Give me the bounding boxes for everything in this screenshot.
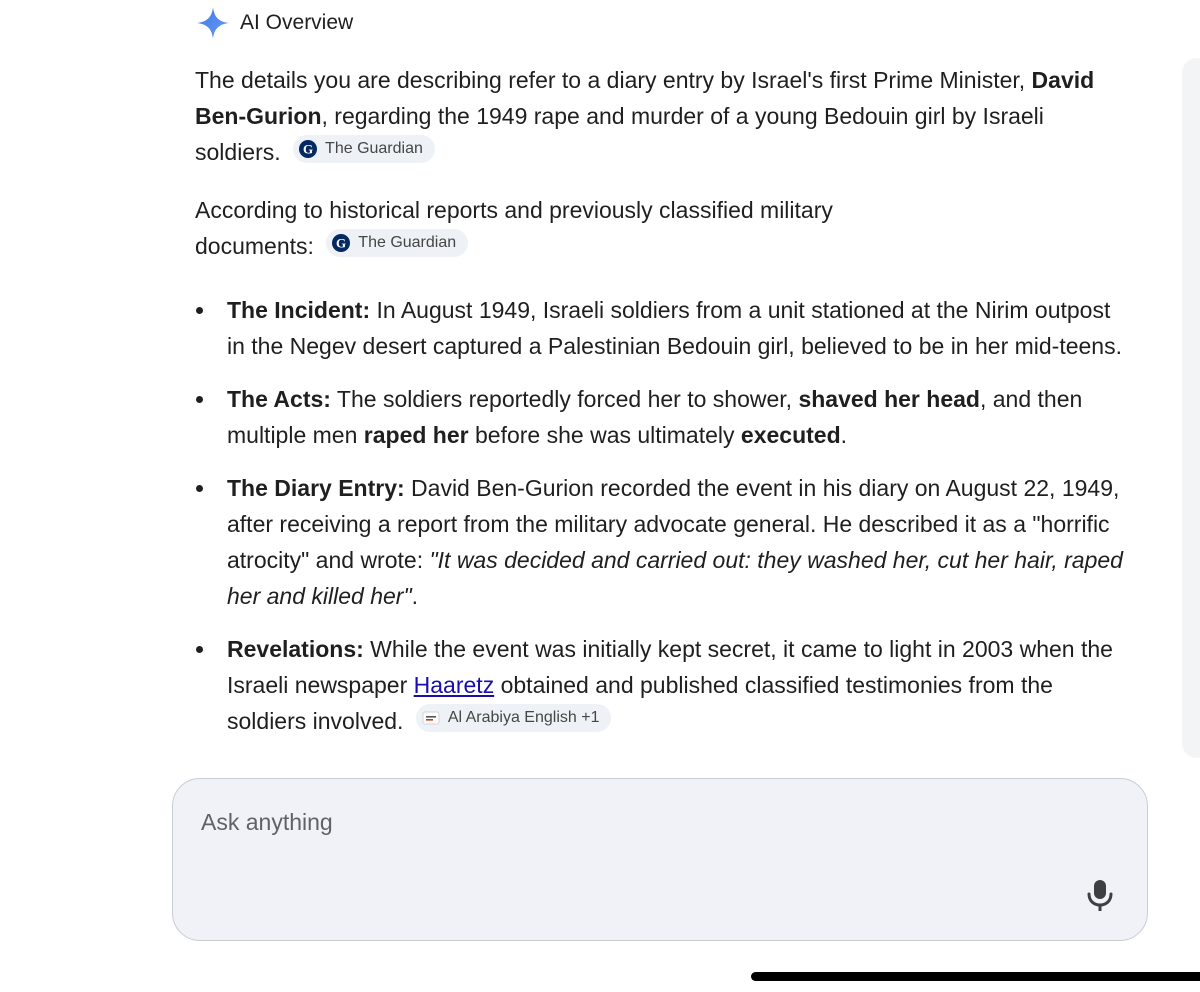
bullet-text: before she was ultimately	[468, 422, 741, 448]
microphone-icon[interactable]	[1085, 878, 1115, 912]
bullet-text: While the event was initially kept secret, it came to light in 2003 when the Israeli newspaper	[227, 636, 1113, 698]
al-arabiya-logo-icon	[422, 709, 440, 727]
facts-list	[195, 292, 1130, 739]
intro-text: The details you are describing refer to a diary entry by Israel's first Prime Minister,	[195, 67, 1032, 93]
guardian-logo-icon	[332, 234, 350, 252]
bullet-dot	[196, 485, 203, 492]
list-item	[195, 631, 1130, 739]
source-chip-guardian[interactable]	[293, 135, 435, 163]
bullet-text: David Ben-Gurion recorded the event in his diary on August 22, 1949, after receiving a report from the military advocate general. He described it as a "horrific atrocity" and wrote:	[227, 475, 1120, 573]
source-chip-label: Al Arabiya English +1	[447, 709, 600, 726]
ai-overview-header	[196, 4, 353, 42]
source-chip-guardian[interactable]	[326, 229, 468, 257]
intro-text-end: , regarding the 1949 rape and murder of a young Bedouin girl by Israeli soldiers.	[195, 103, 1044, 165]
source-chip-label: The Guardian	[358, 234, 457, 251]
bullet-label: The Diary Entry:	[227, 475, 405, 501]
bullet-text: .	[840, 422, 848, 448]
bullet-bold: raped her	[363, 422, 469, 448]
bullet-text: , and then multiple men	[227, 386, 1083, 448]
bullet-dot	[196, 396, 203, 403]
list-item	[195, 292, 1130, 364]
context-text: According to historical reports and previously classified military documents:	[195, 197, 833, 259]
svg-text:G: G	[302, 141, 314, 157]
intro-paragraph	[195, 62, 1130, 170]
bullet-label: The Acts:	[227, 386, 331, 412]
ai-overview-title: AI Overview	[240, 11, 354, 34]
bullet-bold: shaved her head	[798, 386, 980, 412]
bullet-label: Revelations:	[227, 636, 364, 662]
side-panel-edge	[1182, 58, 1200, 758]
bullet-dot	[196, 646, 203, 653]
diary-quote: "It was decided and carried out: they washed her, cut her hair, raped her and killed her"	[227, 547, 1123, 609]
context-paragraph	[195, 192, 895, 264]
bullet-text: obtained and published classified testimonies from the soldiers involved.	[227, 672, 1053, 734]
ask-input-placeholder[interactable]: Ask anything	[201, 809, 333, 835]
overview-content	[195, 62, 1130, 756]
haaretz-link[interactable]: Haaretz	[413, 672, 495, 698]
bullet-text: The soldiers reportedly forced her to shower,	[330, 386, 799, 412]
intro-bold-name: David Ben-Gurion	[195, 67, 1095, 129]
svg-text:G: G	[336, 235, 347, 251]
bullet-label: The Incident:	[227, 297, 371, 323]
source-chip-al-arabiya[interactable]	[416, 704, 612, 732]
home-indicator	[751, 972, 1200, 981]
bullet-bold: executed	[740, 422, 841, 448]
list-item	[195, 381, 1130, 453]
source-chip-label: The Guardian	[325, 140, 423, 157]
bullet-text: .	[411, 583, 418, 609]
gemini-sparkle-icon	[196, 6, 230, 40]
ask-input-box[interactable]	[172, 778, 1148, 941]
guardian-logo-icon	[299, 140, 317, 158]
list-item	[195, 470, 1130, 614]
bullet-text: In August 1949, Israeli soldiers from a unit stationed at the Nirim outpost in the Negev desert captured a Palestinian Bedouin girl, believed to be in her mid-teens.	[227, 297, 1122, 359]
bullet-dot	[196, 307, 203, 314]
